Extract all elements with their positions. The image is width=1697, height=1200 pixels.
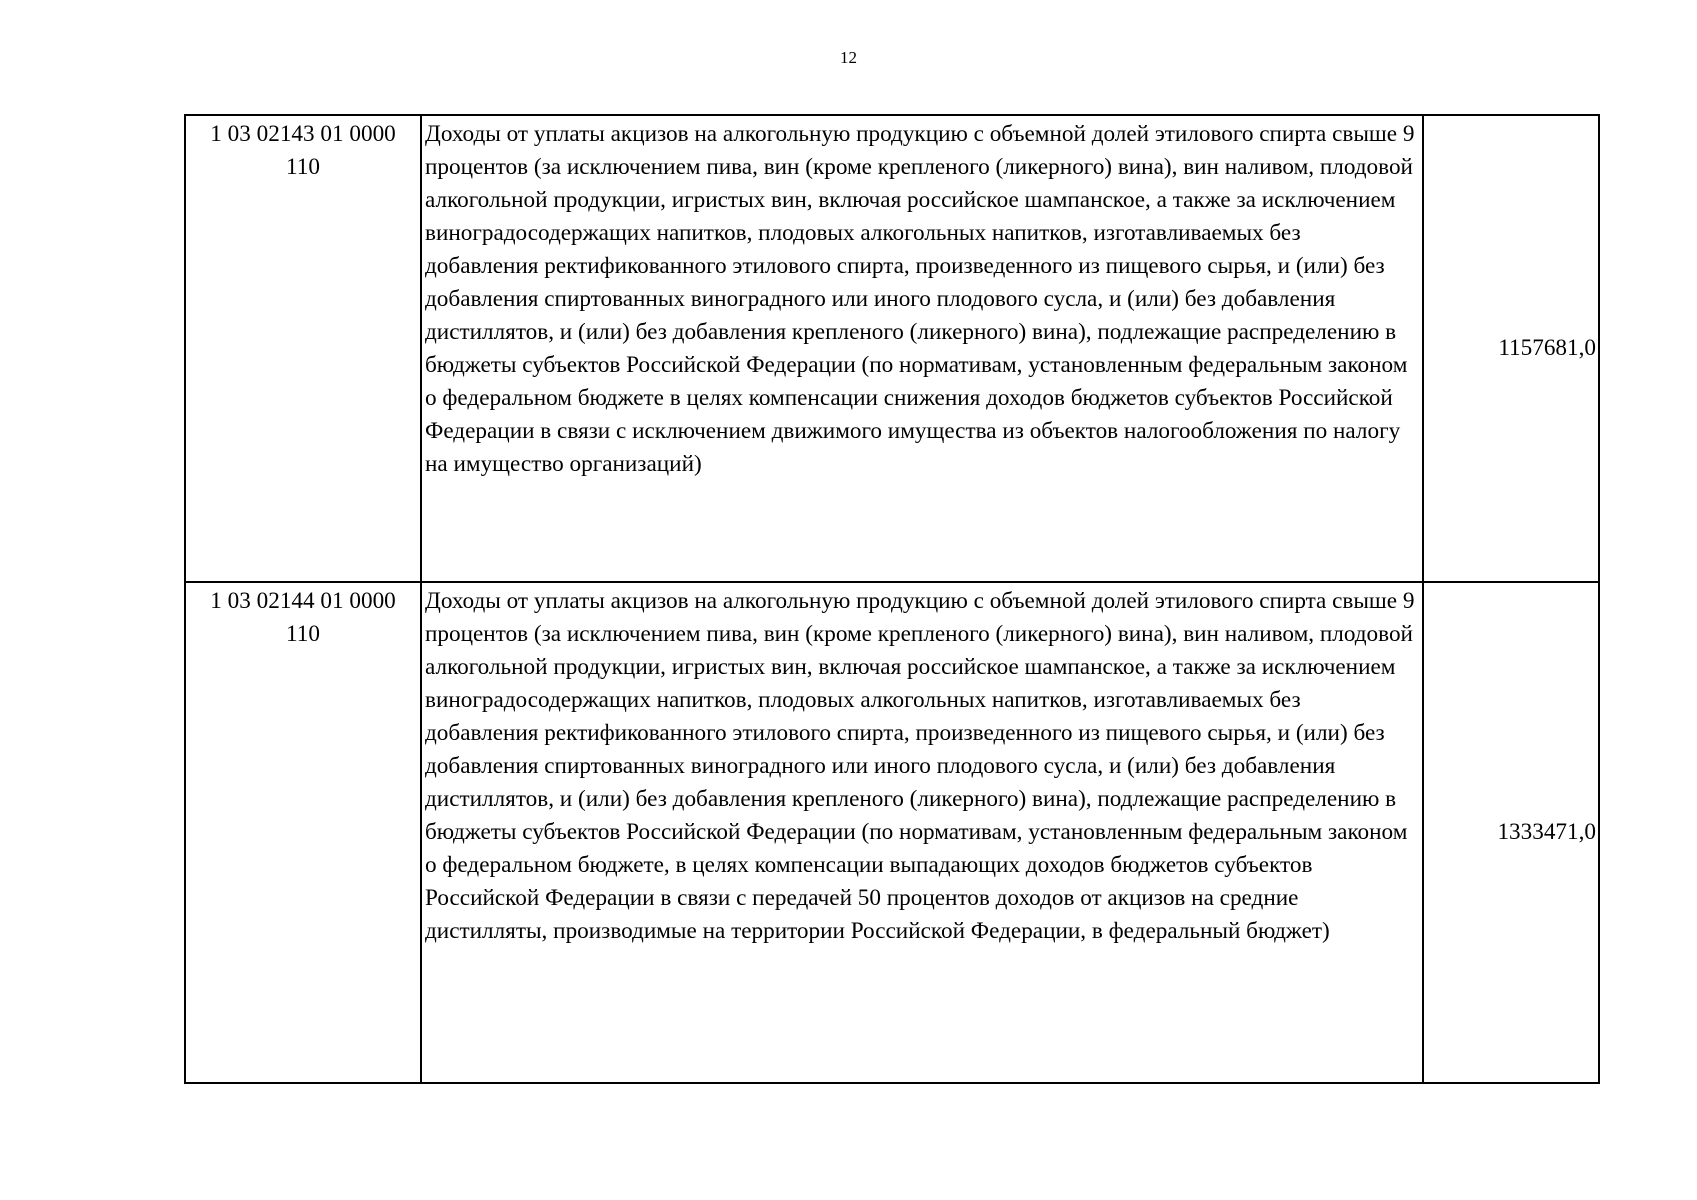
table-row [185,115,1599,582]
revenue-table [184,114,1600,1084]
revenue-code-cell: 1 03 02143 01 0000 110 [185,115,421,582]
revenue-description-cell: Доходы от уплаты акцизов на алкогольную продукцию с объемной долей этилового спирта свыше 9 процентов (за исключением пива, вин (кроме крепленого (ликерного) вина), вин наливом, плодовой алкогольной продукции, игристых вин, включая российское шампанское, а также за исключением виноградосодержащих напитков, плодовых алкогольных напитков, изготавливаемых без добавления ректификованного этилового спирта, произведенного из пищевого сырья, и (или) без добавления спиртованных виноградного или иного плодового сусла, и (или) без добавления дистиллятов, и (или) без добавления крепленого (ликерного) вина), подлежащие распределению в бюджеты субъектов Российской Федерации (по нормативам, установленным федеральным законом о федеральном бюджете, в целях компенсации выпадающих доходов бюджетов субъектов Российской Федерации в связи с передачей 50 процентов доходов от акцизов на средние дистилляты, производимые на территории Российской Федерации, в федеральный бюджет) [421,582,1423,1083]
revenue-code-cell: 1 03 02144 01 0000 110 [185,582,421,1083]
revenue-description-cell: Доходы от уплаты акцизов на алкогольную продукцию с объемной долей этилового спирта свыше 9 процентов (за исключением пива, вин (кроме крепленого (ликерного) вина), вин наливом, плодовой алкогольной продукции, игристых вин, включая российское шампанское, а также за исключением виноградосодержащих напитков, плодовых алкогольных напитков, изготавливаемых без добавления ректификованного этилового спирта, произведенного из пищевого сырья, и (или) без добавления спиртованных виноградного или иного плодового сусла, и (или) без добавления дистиллятов, и (или) без добавления крепленого (ликерного) вина), подлежащие распределению в бюджеты субъектов Российской Федерации (по нормативам, установленным федеральным законом о федеральном бюджете в целях компенсации снижения доходов бюджетов субъектов Российской Федерации в связи с исключением движимого имущества из объектов налогообложения по налогу на имущество организаций) [421,115,1423,582]
page-number: 12 [840,48,857,67]
revenue-amount-cell: 1157681,0 [1423,115,1599,582]
revenue-amount-cell: 1333471,0 [1423,582,1599,1083]
table-row [185,582,1599,1083]
